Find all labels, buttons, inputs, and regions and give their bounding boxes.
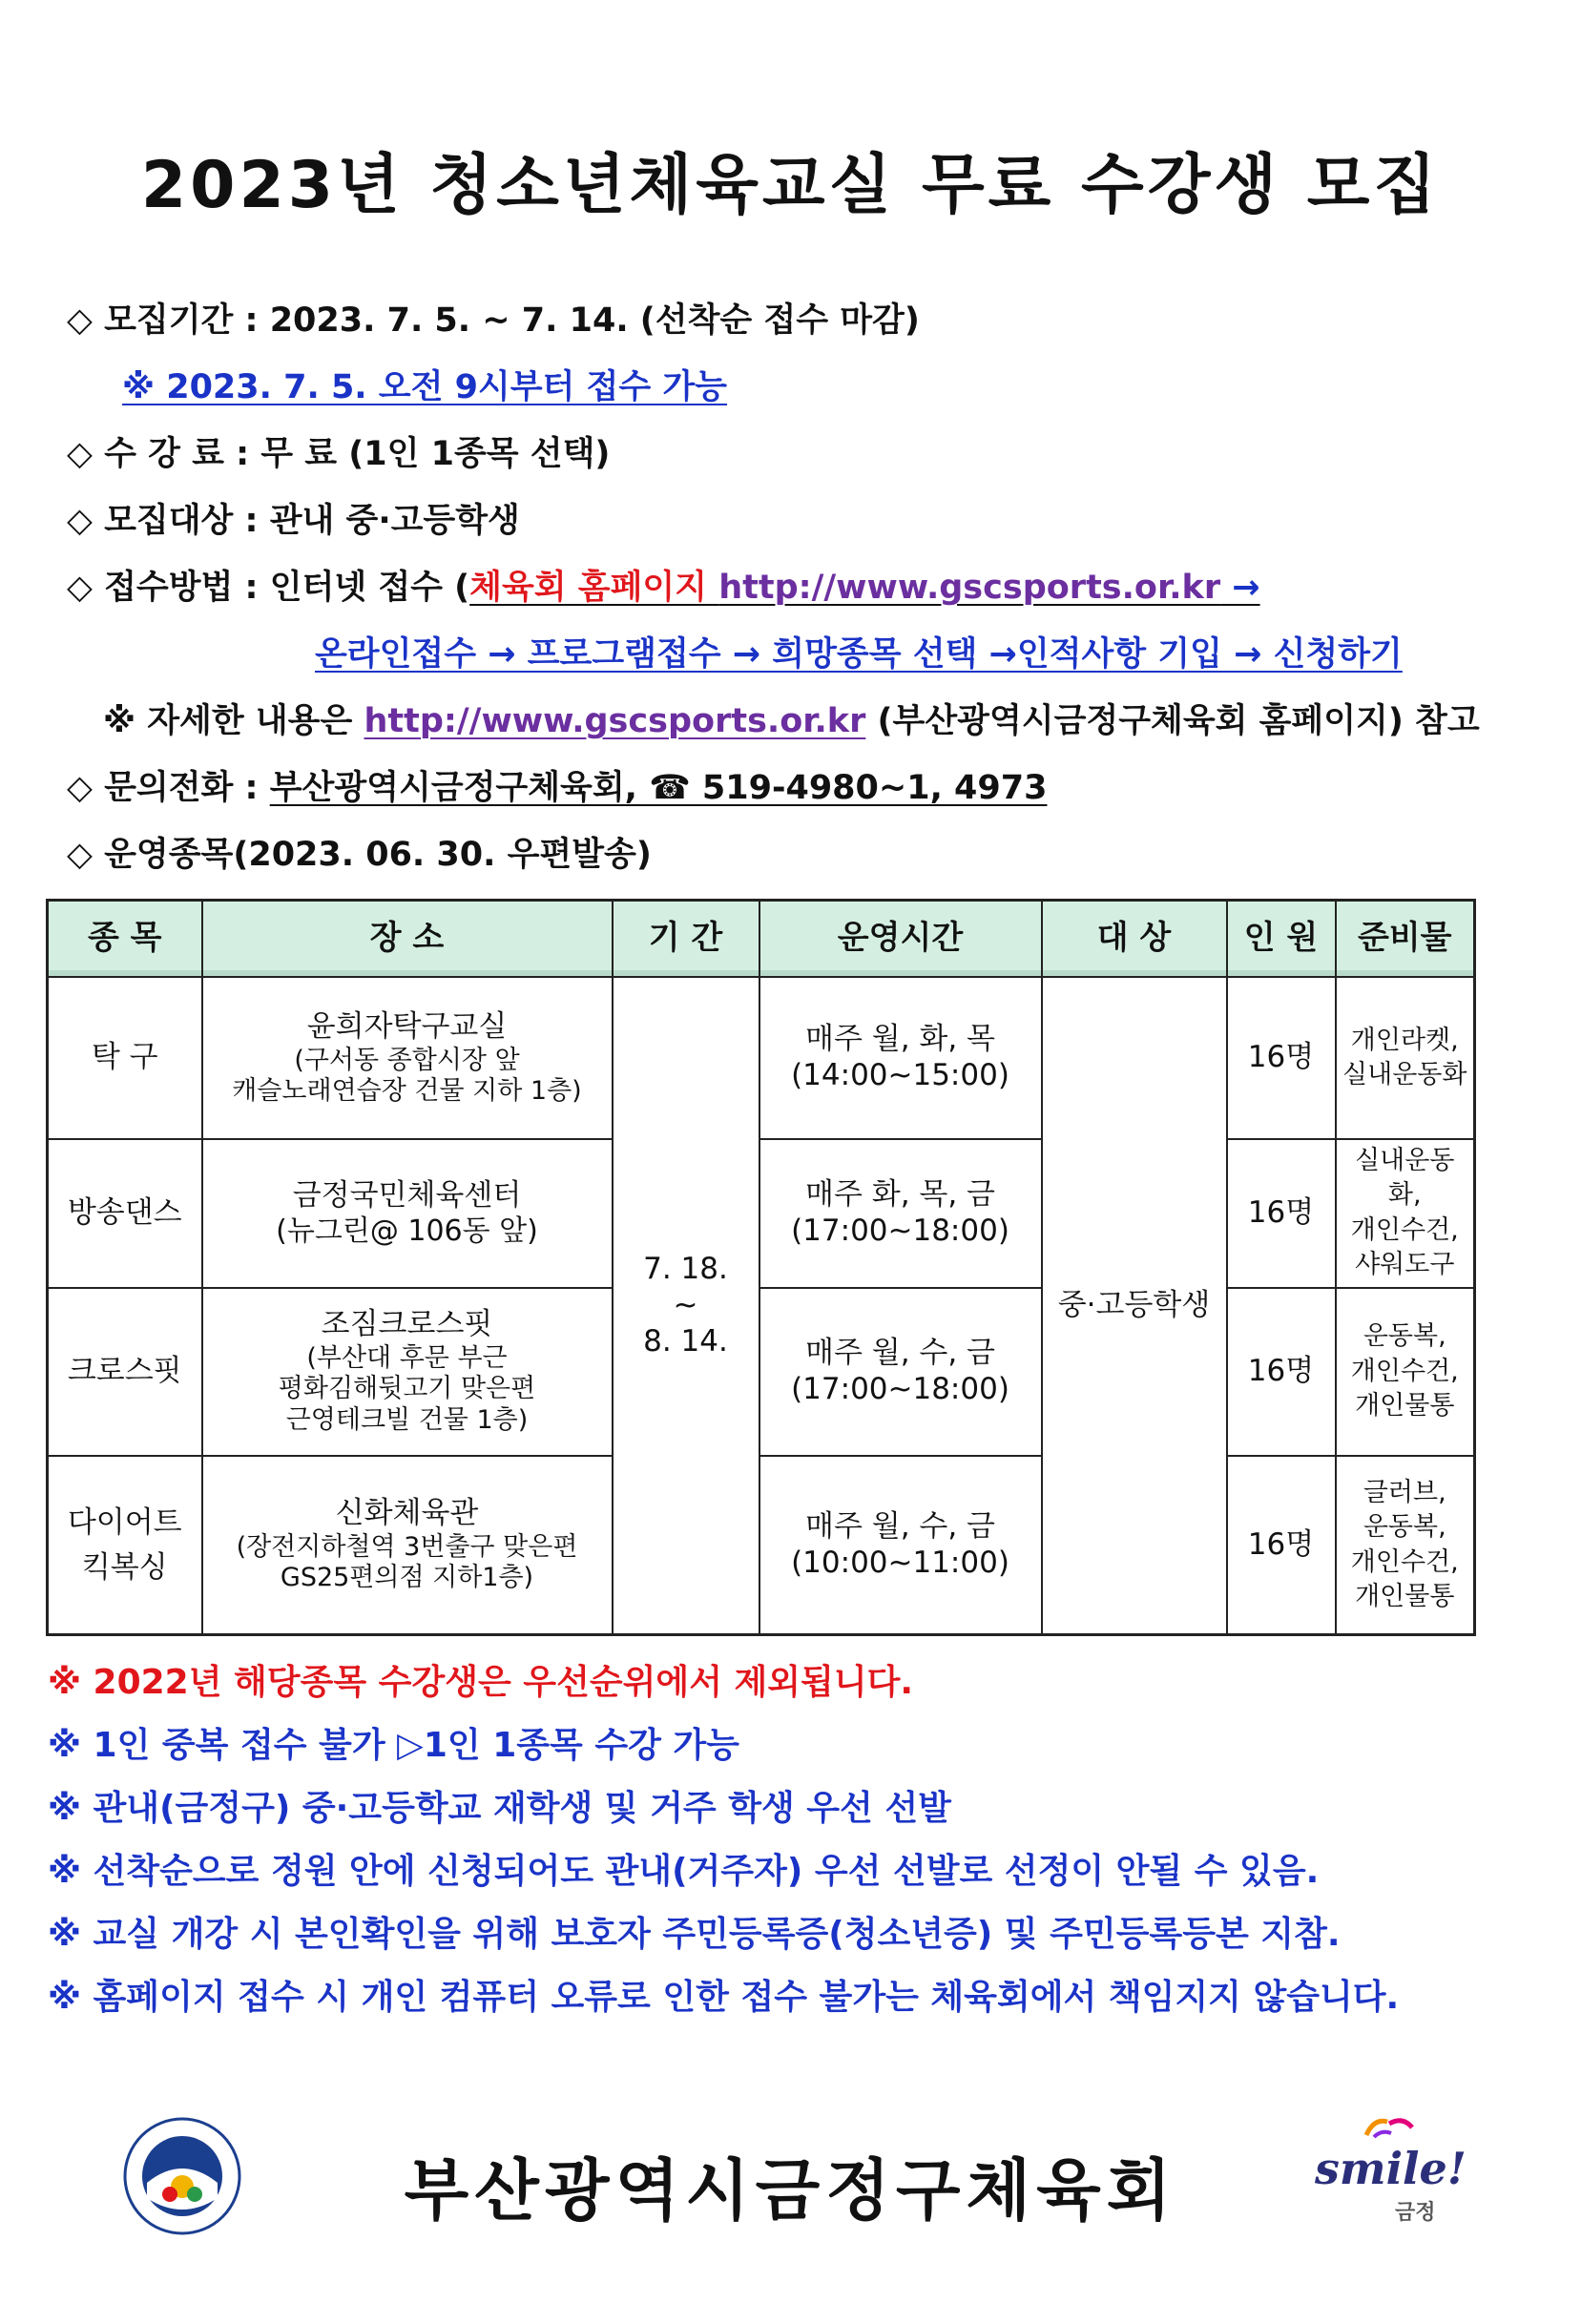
time: (17:00~18:00): [791, 1371, 1009, 1406]
sport-cell: [48, 1288, 202, 1456]
note-3: ※ 관내(금정구) 중·고등학교 재학생 및 거주 학생 우선 선발: [48, 1789, 951, 1828]
place-sub: (부산대 후문 부근 평화김해뒷고기 맞은편 근영테크빌 건물 1층): [278, 1343, 536, 1435]
sport-cell: 다이어트 킥복싱: [48, 1456, 202, 1635]
method-homepage-label: 체육회 홈페이지: [469, 569, 707, 607]
days: 매주 화, 목, 금: [805, 1177, 995, 1213]
smile-logo: [1307, 2108, 1467, 2232]
detail-line: [103, 695, 1480, 742]
time: (10:00~11:00): [791, 1545, 1009, 1580]
phone-prefix: ◇ 문의전화 :: [67, 769, 270, 807]
place-sub: (구서동 종합시장 앞 캐슬노래연습장 건물 지하 1층): [232, 1045, 582, 1106]
sport-name: 방송댄스: [67, 1194, 182, 1230]
sports-label: ◇ 운영종목(2023. 06. 30. 우편발송): [67, 836, 652, 874]
prep-cell: 실내운동화, 개인수건, 샤워도구: [1336, 1139, 1475, 1288]
header-time: 운영시간: [759, 901, 1042, 978]
footer-org-name: 부산광역시금정구체육회: [404, 2151, 1177, 2230]
time-cell: [759, 1456, 1042, 1635]
sport-name: 크로스핏: [67, 1353, 182, 1388]
note-4: ※ 선착순으로 정원 안에 신청되어도 관내(거주자) 우선 선발로 선정이 안될 수 있음.: [48, 1852, 1320, 1891]
period-note: ※ 2023. 7. 5. 오전 9시부터 접수 가능: [122, 368, 727, 406]
sport-cell: [48, 1139, 202, 1288]
count-cell: 16명: [1227, 1288, 1336, 1456]
time: (17:00~18:00): [791, 1213, 1009, 1248]
detail-prefix: ※ 자세한 내용은: [103, 702, 364, 740]
detail-url-link[interactable]: http://www.gscsports.or.kr: [364, 702, 866, 740]
prep-cell: 글러브, 운동복, 개인수건, 개인물통: [1336, 1456, 1475, 1635]
header-period: 기 간: [613, 901, 759, 978]
period-line: ◇ 모집기간 : 2023. 7. 5. ~ 7. 14. (선착순 접수 마감): [67, 301, 920, 340]
prep-cell: 개인라켓, 실내운동화: [1336, 977, 1475, 1139]
method-arrow: →: [1220, 569, 1260, 607]
detail-suffix: (부산광역시금정구체육회 홈페이지) 참고: [865, 702, 1480, 740]
period-tilde: ~: [673, 1287, 698, 1322]
method-url-link[interactable]: http://www.gscsports.or.kr: [718, 569, 1221, 607]
header-place: 장 소: [202, 901, 613, 978]
header-target: 대 상: [1042, 901, 1227, 978]
table-row: [48, 1139, 1475, 1288]
period-end: 8. 14.: [643, 1323, 728, 1359]
days: 매주 월, 수, 금: [805, 1335, 995, 1370]
count-cell: 16명: [1227, 1456, 1336, 1635]
table-row: [48, 977, 1475, 1139]
note-2: ※ 1인 중복 접수 불가 ▷1인 1종목 수강 가능: [48, 1726, 739, 1765]
time: (14:00~15:00): [791, 1058, 1009, 1092]
count-cell: 16명: [1227, 977, 1336, 1139]
table-row: [48, 1288, 1475, 1456]
place-sub: (장전지하철역 3번출구 맞은편 GS25편의점 지하1층): [236, 1532, 578, 1593]
smile-text: smile!: [1315, 2143, 1467, 2194]
sport-name: 탁 구: [91, 1040, 158, 1075]
phone-number: 부산광역시금정구체육회, ☎ 519-4980~1, 4973: [269, 769, 1048, 807]
place-cell: [202, 1139, 613, 1288]
days: 매주 월, 화, 목: [805, 1022, 995, 1057]
method-steps: 온라인접수 → 프로그램접수 → 희망종목 선택 →인적사항 기입 → 신청하기: [315, 635, 1403, 674]
place-cell: [202, 977, 613, 1139]
target-cell: 중·고등학생: [1042, 977, 1227, 1635]
place-main: 금정국민체육센터: [292, 1177, 522, 1213]
time-cell: [759, 1288, 1042, 1456]
smile-sub: 금정: [1395, 2201, 1436, 2225]
days: 매주 월, 수, 금: [805, 1508, 995, 1544]
header-count: 인 원: [1227, 901, 1336, 978]
period-cell: [613, 977, 759, 1635]
prep-cell: 운동복, 개인수건, 개인물통: [1336, 1288, 1475, 1456]
phone-line: [67, 761, 1047, 809]
header-sport: 종 목: [48, 901, 202, 978]
header-prep: 준비물: [1336, 901, 1475, 978]
sports-table: [46, 899, 1476, 1636]
sport-cell: [48, 977, 202, 1139]
target-line: ◇ 모집대상 : 관내 중·고등학생: [67, 502, 520, 540]
time-cell: [759, 1139, 1042, 1288]
fee-line: ◇ 수 강 료 : 무 료 (1인 1종목 선택): [67, 435, 611, 473]
method-line: [67, 561, 1260, 609]
note-5: ※ 교실 개강 시 본인확인을 위해 보호자 주민등록증(청소년증) 및 주민등록등본 지참.: [48, 1915, 1341, 1954]
table-row: [48, 1456, 1475, 1635]
place-sub: (뉴그린@ 106동 앞): [276, 1214, 538, 1248]
note-1: ※ 2022년 해당종목 수강생은 우선순위에서 제외됩니다.: [48, 1663, 914, 1702]
place-main: 윤희자탁구교실: [306, 1008, 508, 1044]
page-title: 2023년 청소년체육교실 무료 수강생 모집: [140, 148, 1441, 223]
time-cell: [759, 977, 1042, 1139]
place-cell: [202, 1456, 613, 1635]
place-cell: [202, 1288, 613, 1456]
note-6: ※ 홈페이지 접수 시 개인 컴퓨터 오류로 인한 접수 불가는 체육회에서 책임지지 않습니다.: [48, 1978, 1400, 2017]
place-main: 조짐크로스핏: [321, 1307, 493, 1342]
method-prefix: ◇ 접수방법 : 인터넷 접수 (: [67, 569, 470, 607]
period-start: 7. 18.: [643, 1251, 728, 1286]
count-cell: 16명: [1227, 1139, 1336, 1288]
place-main: 신화체육관: [335, 1496, 479, 1531]
table-header-row: [48, 901, 1475, 978]
